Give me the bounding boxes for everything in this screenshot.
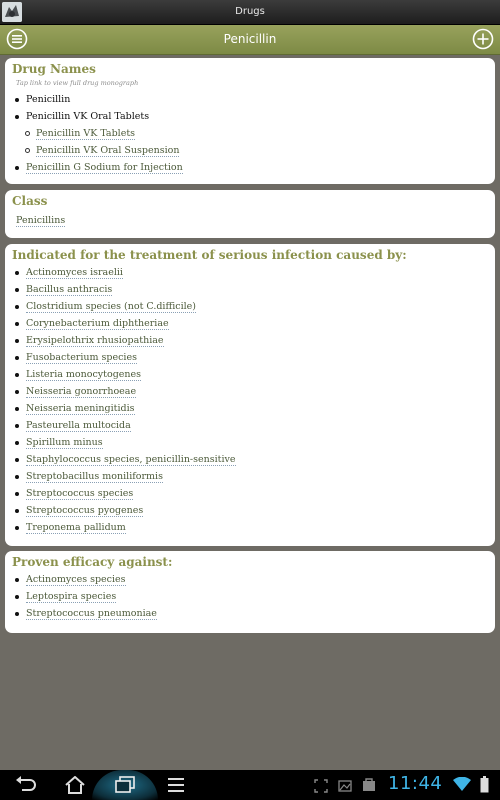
drug-link[interactable]: Penicillin G Sodium for Injection	[26, 162, 183, 173]
class-card	[5, 190, 495, 238]
organism-link[interactable]: Neisseria meningitidis	[26, 403, 135, 414]
list-item[interactable]	[12, 434, 488, 451]
organism-link[interactable]: Staphylococcus species, penicillin-sensitive	[26, 454, 236, 465]
drug-link[interactable]: Penicillin VK Oral Suspension	[36, 145, 180, 156]
list-item[interactable]	[12, 315, 488, 332]
list-item[interactable]	[12, 588, 488, 605]
list-item[interactable]	[12, 281, 488, 298]
action-bar	[0, 25, 500, 55]
gallery-icon[interactable]	[338, 778, 352, 797]
home-icon[interactable]	[64, 776, 86, 798]
list-item[interactable]	[12, 264, 488, 281]
efficacy-list	[12, 571, 488, 622]
drug-names-heading: Drug Names	[12, 62, 96, 76]
organism-link[interactable]: Neisseria gonorrhoeae	[26, 386, 137, 397]
battery-icon	[480, 776, 489, 797]
list-item[interactable]	[12, 502, 488, 519]
list-item[interactable]	[12, 125, 488, 142]
list-item[interactable]	[12, 298, 488, 315]
organism-link[interactable]: Streptococcus pneumoniae	[26, 608, 157, 619]
indications-card	[5, 244, 495, 546]
list-item[interactable]	[12, 349, 488, 366]
list-item[interactable]	[12, 383, 488, 400]
drug-link[interactable]: Penicillin VK Tablets	[36, 128, 136, 139]
list-item[interactable]	[12, 519, 488, 536]
list-item[interactable]	[12, 366, 488, 383]
organism-link[interactable]: Corynebacterium diphtheriae	[26, 318, 169, 329]
organism-link[interactable]: Fusobacterium species	[26, 352, 137, 363]
title-bar	[0, 0, 500, 25]
list-item[interactable]	[12, 142, 488, 159]
indications-list	[12, 264, 488, 536]
page-title: Penicillin	[223, 32, 277, 46]
organism-link[interactable]: Listeria monocytogenes	[26, 369, 142, 380]
tap-hint: Tap link to view full drug monograph	[16, 79, 139, 87]
screenshot-icon[interactable]	[314, 778, 328, 797]
clock: 11:44	[388, 773, 443, 794]
list-item[interactable]	[12, 485, 488, 502]
list-item[interactable]	[12, 571, 488, 588]
efficacy-heading: Proven efficacy against:	[12, 555, 173, 569]
add-icon[interactable]	[472, 28, 494, 50]
list-item[interactable]	[12, 451, 488, 468]
organism-link[interactable]: Spirillum minus	[26, 437, 103, 448]
organism-link[interactable]: Streptococcus pyogenes	[26, 505, 144, 516]
class-link[interactable]: Penicillins	[16, 215, 66, 226]
list-item: Penicillin VK Oral Tablets	[12, 108, 488, 125]
organism-link[interactable]: Erysipelothrix rhusiopathiae	[26, 335, 164, 346]
class-heading: Class	[12, 194, 48, 208]
drug-names-card	[5, 58, 495, 184]
organism-link[interactable]: Actinomyces israelii	[26, 267, 123, 278]
list-item[interactable]	[12, 332, 488, 349]
window-title: Drugs	[235, 6, 265, 17]
organism-link[interactable]: Streptococcus species	[26, 488, 134, 499]
list-item[interactable]	[12, 159, 488, 176]
organism-link[interactable]: Leptospira species	[26, 591, 117, 602]
overflow-menu-icon[interactable]	[166, 776, 186, 798]
drug-names-list	[12, 91, 488, 176]
recent-apps-icon[interactable]	[114, 776, 136, 798]
list-item[interactable]	[12, 400, 488, 417]
store-icon[interactable]	[362, 777, 376, 796]
organism-link[interactable]: Bacillus anthracis	[26, 284, 113, 295]
organism-link[interactable]: Clostridium species (not C.difficile)	[26, 301, 196, 312]
list-item[interactable]	[12, 468, 488, 485]
system-nav-bar	[0, 770, 500, 800]
back-icon[interactable]	[14, 776, 38, 798]
efficacy-card	[5, 551, 495, 633]
wifi-icon	[453, 777, 471, 796]
organism-link[interactable]: Pasteurella multocida	[26, 420, 131, 431]
indications-heading: Indicated for the treatment of serious infection caused by:	[12, 248, 407, 262]
organism-link[interactable]: Streptobacillus moniliformis	[26, 471, 163, 482]
organism-link[interactable]: Treponema pallidum	[26, 522, 126, 533]
list-item[interactable]	[12, 417, 488, 434]
list-item[interactable]	[12, 605, 488, 622]
organism-link[interactable]: Actinomyces species	[26, 574, 126, 585]
list-item: Penicillin	[12, 91, 488, 108]
